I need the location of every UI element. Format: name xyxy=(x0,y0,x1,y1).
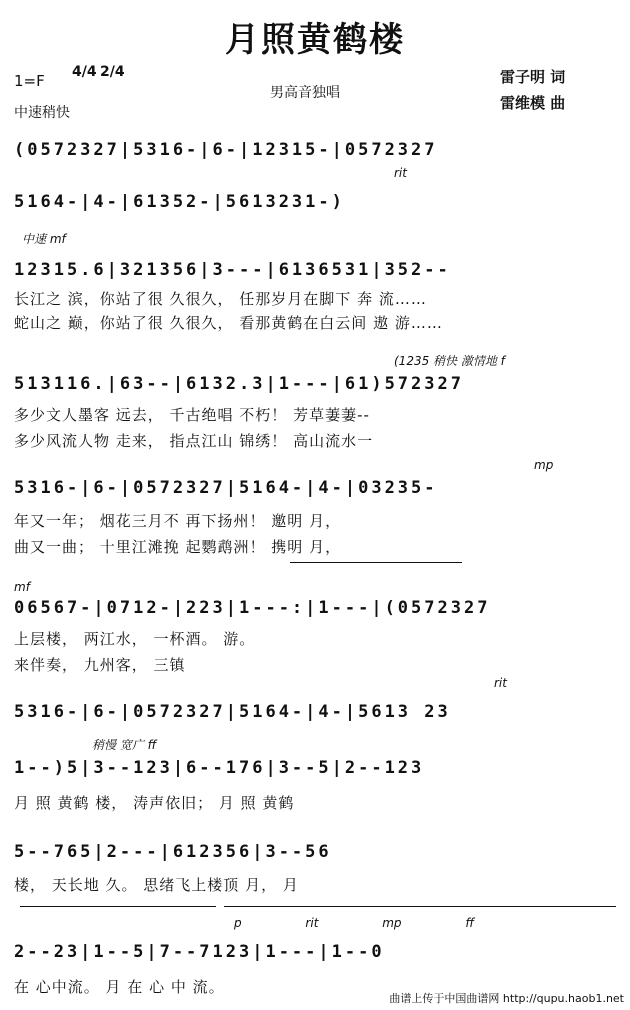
tempo-marking: 中速稍快 xyxy=(14,105,70,121)
composer-credit: 雷维模 曲 xyxy=(500,94,566,112)
score-system-8 xyxy=(14,736,616,812)
key-signature: 1=F xyxy=(14,72,45,90)
time-signature-2: 2/4 xyxy=(100,64,125,80)
song-title: 月照黄鹤楼 xyxy=(225,20,405,60)
lyrics-verse-1: 月 照 黄鹤 楼， 涛声依旧； 月 照 黄鹤 xyxy=(14,794,295,812)
score-system-4 xyxy=(14,352,616,456)
notation-line: 5316-|6-|0572327|5164-|4-|5613 23 xyxy=(14,702,451,722)
expression-mark: rit xyxy=(494,676,507,690)
score-system-3 xyxy=(14,230,616,334)
score-system-5 xyxy=(14,458,616,562)
notation-line: (0572327|5316-|6-|12315-|0572327 xyxy=(14,140,438,160)
expression-mark: p rit mp ff xyxy=(234,916,474,930)
score-system-6 xyxy=(14,562,616,672)
lyrics-verse-2: 蛇山之 巅，你站了很 久很久， 看那黄鹤在白云间 遨 游…… xyxy=(14,314,443,332)
score-system-2 xyxy=(14,166,616,216)
score-system-10 xyxy=(14,906,616,998)
notation-line: 5316-|6-|0572327|5164-|4-|03235- xyxy=(14,478,438,498)
notation-line: 5164-|4-|61352-|5613231-) xyxy=(14,192,345,212)
lyrics-verse-2: 多少风流人物 走来， 指点江山 锦绣！ 高山流水一 xyxy=(14,432,374,450)
expression-mark: 稍慢 宽广 ff xyxy=(92,738,157,752)
expression-mark: mp xyxy=(534,458,554,472)
lyrics-verse-1: 年又一年； 烟花三月不 再下扬州！ 邀明 月， xyxy=(14,512,342,530)
expression-mark: mf xyxy=(14,580,30,594)
expression-mark: 中速 mf xyxy=(22,232,66,246)
notation-line: 12315.6|321356|3---|6136531|352-- xyxy=(14,260,451,280)
notation-line: 2--23|1--5|7--7123|1---|1--0 xyxy=(14,942,385,962)
lyrics-verse-1: 楼， 天长地 久。 思绪飞上楼顶 月， 月 xyxy=(14,876,299,894)
performance-note: 男高音独唱 xyxy=(270,85,340,101)
volta-bracket-1 xyxy=(290,562,382,563)
time-signature-1: 4/4 xyxy=(72,64,97,80)
lyrics-verse-2: 曲又一曲； 十里江滩挽 起鹦鹉洲！ 携明 月， xyxy=(14,538,342,556)
notation-line: 513116.|63--|6132.3|1---|61)572327 xyxy=(14,374,464,394)
score-system-7 xyxy=(14,676,616,726)
lyrics-verse-2: 来伴奏， 九州客， 三镇 xyxy=(14,656,186,674)
notation-line: 5--765|2---|612356|3--56 xyxy=(14,842,332,862)
volta-bracket-2 xyxy=(224,906,616,907)
expression-mark: (1235 稍快 激情地 f xyxy=(394,354,505,368)
score-system-9 xyxy=(14,822,616,898)
volta-bracket-1 xyxy=(20,906,216,907)
lyricist-credit: 雷子明 词 xyxy=(500,68,566,86)
notation-line: 1--)5|3--123|6--176|3--5|2--123 xyxy=(14,758,425,778)
lyrics-verse-1: 多少文人墨客 远去， 千古绝唱 不朽！ 芳草萋萋-- xyxy=(14,406,370,424)
lyrics-verse-1: 长江之 滨，你站了很 久很久， 任那岁月在脚下 奔 流…… xyxy=(14,290,427,308)
volta-bracket-2 xyxy=(382,562,462,563)
expression-mark: rit xyxy=(394,166,407,180)
lyrics-verse-1: 在 心中流。 月 在 心 中 流。 xyxy=(14,978,225,996)
lyrics-verse-1: 上层楼， 两江水， 一杯酒。 游。 xyxy=(14,630,256,648)
source-watermark: 曲谱上传于中国曲谱网 http://qupu.haob1.net xyxy=(389,992,624,1005)
notation-line: 06567-|0712-|223|1---:|1---|(0572327 xyxy=(14,598,491,618)
